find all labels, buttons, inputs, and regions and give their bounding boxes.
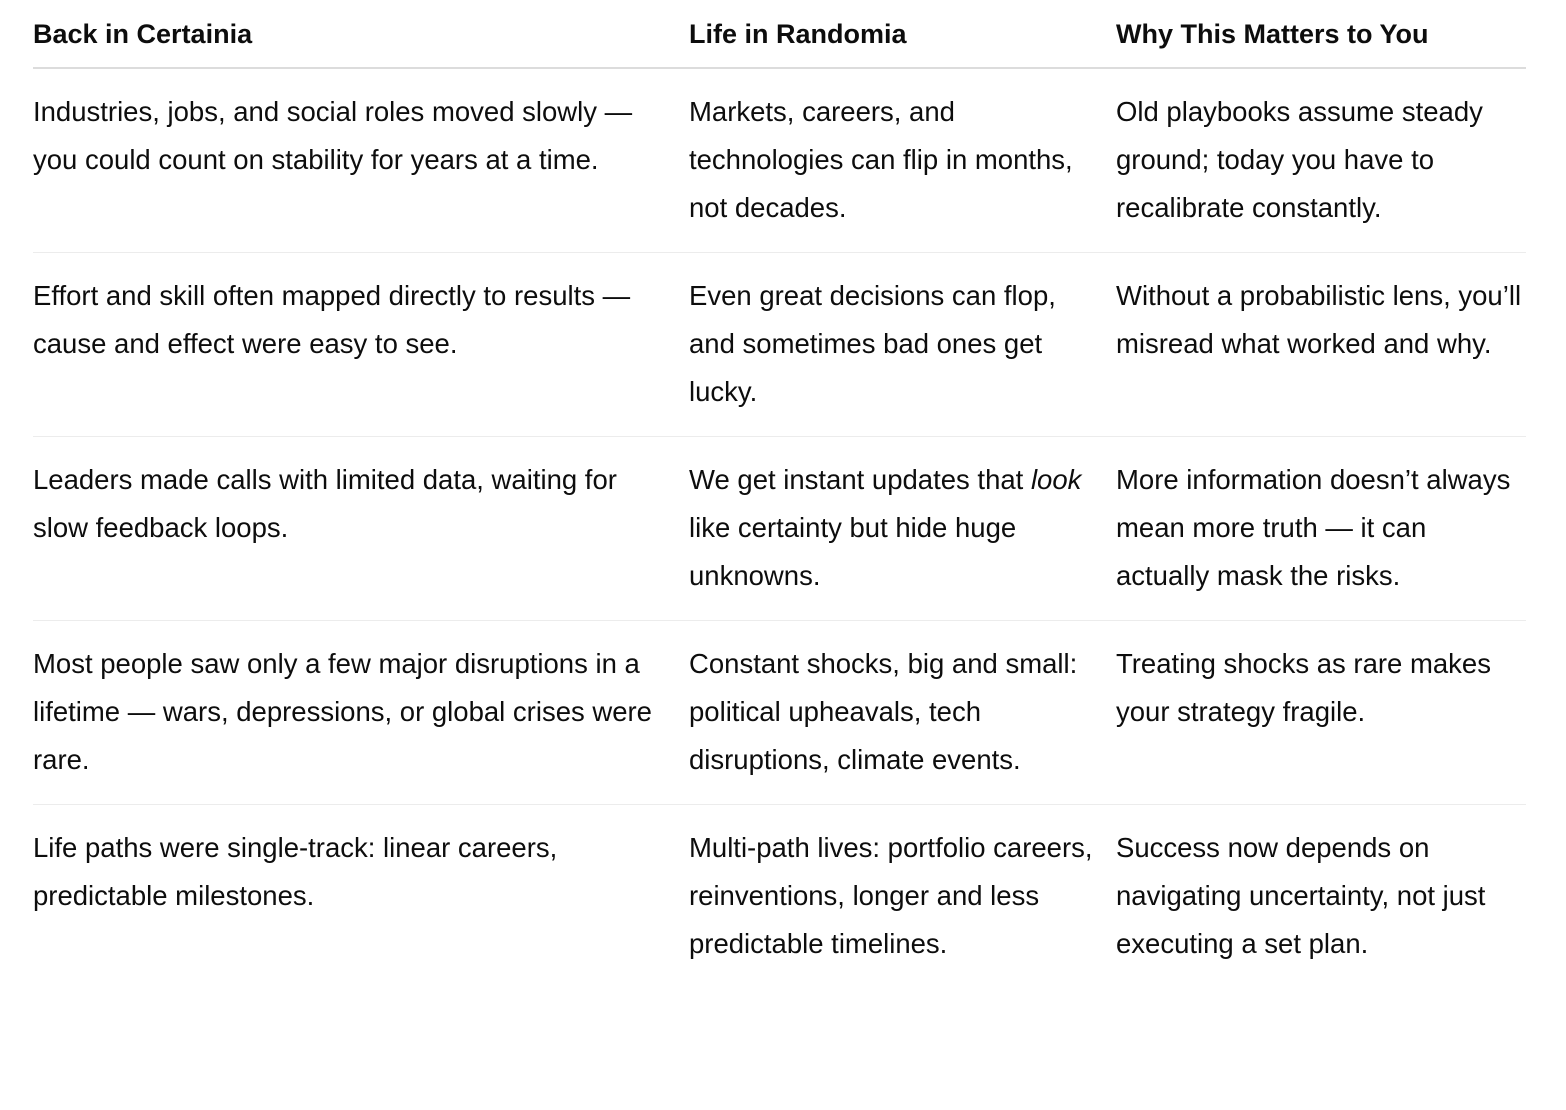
cell-randomia: Even great decisions can flop, and sometimes bad ones get lucky. <box>689 253 1116 437</box>
cell-why: Old playbooks assume steady ground; today you have to recalibrate constantly. <box>1116 68 1526 253</box>
table-row <box>33 437 1526 621</box>
cell-randomia <box>689 437 1116 621</box>
emphasized-word: look <box>1030 464 1082 495</box>
table-header <box>33 0 1526 68</box>
table-row <box>33 805 1526 989</box>
table-row <box>33 621 1526 805</box>
cell-randomia-text-after: like certainty but hide huge unknowns. <box>689 512 1017 591</box>
cell-certainia: Effort and skill often mapped directly to results — cause and effect were easy to see. <box>33 253 689 437</box>
cell-why: Success now depends on navigating uncertainty, not just executing a set plan. <box>1116 832 1486 959</box>
cell-certainia: Industries, jobs, and social roles moved slowly — you could count on stability for years at a time. <box>33 68 689 253</box>
column-header-why: Why This Matters to You <box>1116 0 1526 68</box>
column-header-randomia: Life in Randomia <box>689 0 1116 68</box>
cell-randomia: Multi-path lives: portfolio careers, reinventions, longer and less predictable timelines. <box>689 832 1093 959</box>
table-row <box>33 68 1526 253</box>
header-row <box>33 0 1526 68</box>
comparison-table <box>33 0 1526 988</box>
table-row <box>33 253 1526 437</box>
comparison-table-container <box>33 0 1526 988</box>
table-body <box>33 68 1526 988</box>
cell-why: More information doesn’t always mean more truth — it can actually mask the risks. <box>1116 437 1526 621</box>
cell-certainia: Most people saw only a few major disruptions in a lifetime — wars, depressions, or global crises were rare. <box>33 621 689 805</box>
column-header-certainia: Back in Certainia <box>33 0 689 68</box>
cell-why: Treating shocks as rare makes your strategy fragile. <box>1116 621 1526 805</box>
cell-why: Without a probabilistic lens, you’ll misread what worked and why. <box>1116 253 1526 437</box>
cell-randomia-text-before: We get instant updates that <box>689 464 1031 495</box>
cell-randomia: Markets, careers, and technologies can flip in months, not decades. <box>689 68 1116 253</box>
cell-certainia: Life paths were single-track: linear careers, predictable milestones. <box>33 832 558 911</box>
cell-randomia: Constant shocks, big and small: political upheavals, tech disruptions, climate events. <box>689 621 1116 805</box>
cell-certainia: Leaders made calls with limited data, waiting for slow feedback loops. <box>33 437 689 621</box>
